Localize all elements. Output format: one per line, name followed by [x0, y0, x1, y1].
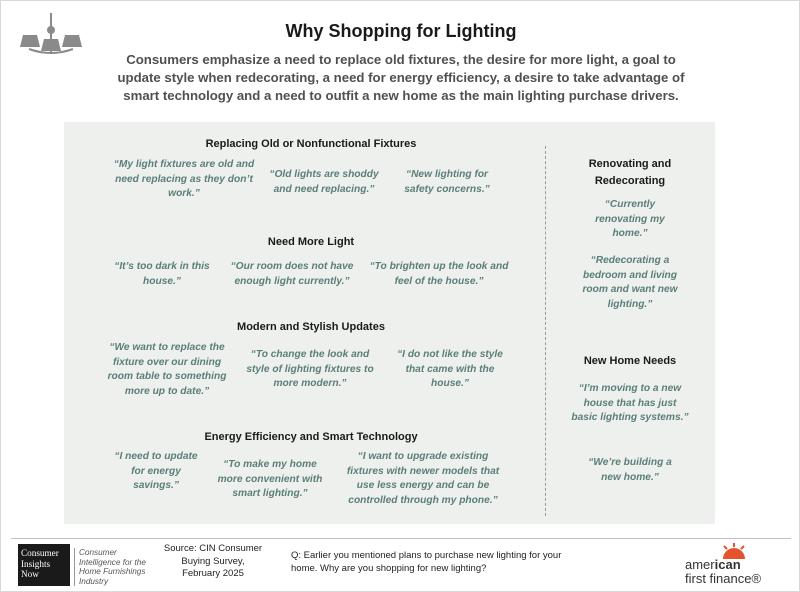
quote: “To make my home more convenient with smart lighting.”	[217, 459, 323, 499]
cin-logo	[18, 544, 70, 586]
american-first-finance-logo	[681, 543, 791, 587]
footer-divider	[11, 538, 791, 539]
section-title-replacing: Replacing Old or Nonfunctional Fixtures	[205, 138, 417, 150]
cin-logo-line: Now	[21, 569, 39, 579]
quote: “I’m moving to a new house that has just basic lighting systems.”	[571, 383, 689, 423]
section-title-renovating-line1: Renovating and	[588, 158, 672, 170]
quote: “We’re building a new home.”	[588, 457, 672, 483]
page-title: Why Shopping for Lighting	[285, 21, 517, 41]
quote: “I want to upgrade existing fixtures with newer models that use less energy and can be controlled through my phone.”	[346, 451, 500, 506]
quote: “Currently renovating my home.”	[595, 199, 665, 239]
brand-subtitle: first finance®	[685, 571, 762, 586]
cin-description: Consumer Intelligence for the Home Furnishings Industry	[74, 548, 160, 586]
section-title-renovating	[563, 156, 697, 190]
cin-logo-line: Consumer	[21, 548, 59, 558]
quote: “Our room does not have enough light currently.”	[230, 261, 354, 287]
quote: “We want to replace the fixture over our dining room table to something more up to date.”	[107, 342, 227, 397]
quote: “To change the look and style of lighting fixtures to more modern.”	[246, 349, 374, 389]
quote: “It’s too dark in this house.”	[114, 261, 210, 287]
quote: “To brighten up the look and feel of the house.”	[369, 261, 509, 287]
quote: “My light fixtures are old and need replacing as they don’t work.”	[113, 159, 255, 199]
section-title-modern: Modern and Stylish Updates	[237, 321, 385, 333]
brand-name-part2: ican	[714, 557, 741, 572]
section-title-new-home: New Home Needs	[583, 355, 677, 367]
brand-name	[685, 557, 741, 572]
quote: “Redecorating a bedroom and living room and want new lighting.”	[582, 255, 678, 310]
cin-logo-line: Insights	[21, 558, 51, 569]
survey-question: Q: Earlier you mentioned plans to purchase new lighting for your home. Why are you shopping for new lighting?	[291, 550, 562, 574]
quote: “I need to update for energy savings.”	[114, 451, 198, 491]
quote: “New lighting for safety concerns.”	[404, 169, 490, 195]
section-title-renovating-line2: Redecorating	[594, 175, 666, 187]
quote: “I do not like the style that came with the house.”	[397, 349, 503, 389]
source-note: Source: CIN Consumer Buying Survey, February 2025	[163, 543, 263, 579]
section-title-energy: Energy Efficiency and Smart Technology	[204, 431, 418, 443]
page-subtitle: Consumers emphasize a need to replace old fixtures, the desire for more light, a goal to update style when redecorating, a need for energy efficiency, a desire to take advantage of smart technology and a need to outfit a new home as the main lighting purchase drivers.	[117, 52, 685, 103]
quote: “Old lights are shoddy and need replacing.”	[269, 169, 379, 195]
brand-name-part1: amer	[685, 557, 715, 572]
section-title-more-light: Need More Light	[267, 236, 355, 248]
section-divider	[545, 146, 546, 516]
